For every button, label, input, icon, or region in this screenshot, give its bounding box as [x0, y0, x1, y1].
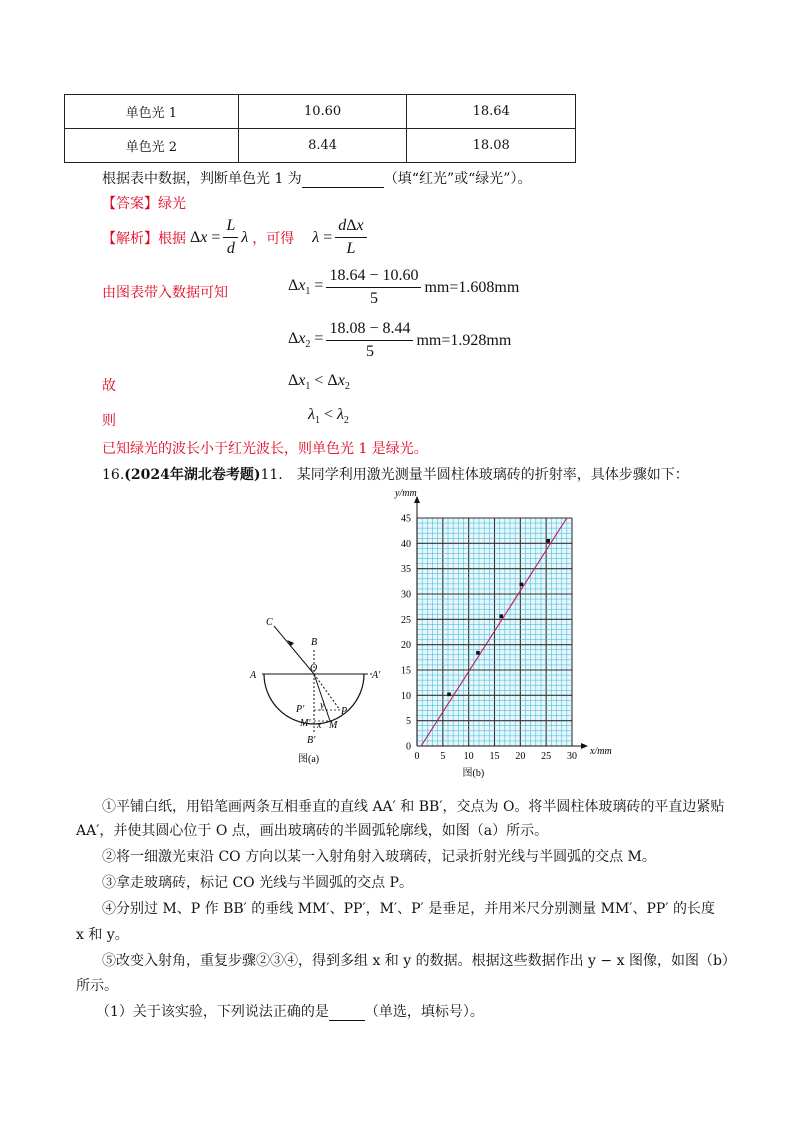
table-cell: 单色光 2	[65, 129, 239, 163]
data-point	[447, 693, 451, 697]
y-tick-label: 30	[401, 589, 411, 601]
table-row	[65, 129, 576, 163]
table-cell: 8.44	[238, 129, 407, 163]
label-m-prime: M′	[300, 718, 311, 729]
question-number: 16.	[102, 467, 125, 483]
y-axis-label: y/mm	[395, 488, 417, 499]
step-1: ①平铺白纸，用铅笔画两条互相垂直的直线 AA′ 和 BB′，交点为 O。将半圆柱体玻璃砖的平直边紧贴	[102, 799, 725, 815]
eq2-sub: 2	[305, 339, 311, 351]
ray-o-m	[314, 674, 330, 721]
label-c: C	[266, 617, 273, 628]
question-text: 根据表中数据，判断单色光 1 为	[102, 171, 302, 187]
caption-a: 图(a)	[298, 754, 320, 765]
x-tick-label: 15	[489, 751, 500, 762]
table-cell: 18.08	[407, 129, 576, 163]
label-x: x	[317, 720, 322, 731]
conclusion-text: 已知绿光的波长小于红光波长，则单色光 1 是绿光。	[102, 441, 428, 457]
answer-text: 绿光	[158, 196, 186, 212]
eq2-denominator: 5	[365, 343, 374, 360]
formula-frac-d-dx-l: $\frac{\text{dΔx}}{L}$	[335, 216, 366, 259]
data-point	[546, 539, 550, 543]
data-point	[520, 583, 524, 587]
ray-c-o	[274, 626, 314, 674]
sub-question-tail: （单选，填标号）。	[364, 1004, 484, 1020]
step-5: ⑤改变入射角，重复步骤②③④，得到多组 x 和 y 的数据。根据这些数据作出 y − x 图像，如图（b）	[102, 953, 736, 969]
substitute-text: 由图表带入数据可知	[102, 285, 228, 301]
label-a-prime: A′	[372, 670, 381, 681]
y-tick-label: 35	[401, 564, 411, 576]
label-o: O	[310, 663, 318, 674]
analysis-tag: 【解析】	[102, 230, 158, 247]
x-tick-label: 20	[515, 751, 526, 762]
data-point	[499, 614, 503, 618]
eq2-frac	[326, 319, 413, 362]
analysis-line	[102, 216, 370, 259]
analysis-lead: 根据	[158, 230, 186, 247]
label-b-prime: B′	[307, 735, 316, 746]
table-cell: 18.64	[407, 95, 576, 129]
y-tick-label: 40	[401, 538, 411, 550]
y-tick-label: 5	[406, 716, 411, 728]
eq1-frac	[326, 266, 421, 309]
answer-tag: 【答案】	[102, 196, 158, 212]
label-a: A	[250, 670, 257, 681]
step-4-cont: x 和 y。	[76, 927, 129, 943]
sub-question-blank	[329, 1004, 365, 1021]
label-b: B	[311, 637, 318, 648]
answer-blank	[302, 171, 384, 188]
equation-1: $\Delta x_1$ = $\frac{18.64 - 10.60}{5}$ mm=1.608mm	[288, 267, 520, 307]
data-point	[476, 651, 480, 655]
ray-o-p	[314, 674, 340, 710]
table-row	[65, 95, 576, 129]
figure-a	[240, 610, 390, 770]
x-tick-label: 5	[440, 751, 446, 762]
answer-line	[102, 193, 186, 213]
figure-b-chart	[375, 482, 620, 780]
x-tick-label: 10	[463, 751, 474, 762]
step-4: ④分别过 M、P 作 BB′ 的垂线 MM′、PP′，M′、P′ 是垂足，并用米尺分别测量 MM′、PP′ 的长度	[102, 901, 715, 917]
sub-question-1	[96, 1001, 484, 1021]
therefore-label: 故	[102, 378, 116, 394]
eq1-sub: 1	[305, 286, 311, 298]
y-tick-label: 0	[406, 741, 411, 753]
formula-lambda-eq: λ =	[312, 228, 333, 246]
label-p-prime: P′	[296, 704, 305, 715]
x-tick-label: 25	[541, 751, 552, 762]
y-tick-label: 45	[401, 513, 411, 525]
label-p: P	[341, 706, 348, 717]
y-tick-label: 10	[401, 690, 411, 702]
formula-delta-x: Δx =	[190, 228, 221, 246]
data-table	[64, 94, 576, 163]
formula-frac-l-d: $\frac{L}{d}$	[223, 216, 238, 259]
table-cell: 单色光 1	[65, 95, 239, 129]
label-y: y	[320, 700, 325, 711]
y-tick-label: 15	[401, 665, 411, 677]
y-tick-label: 25	[401, 614, 411, 626]
step-1-cont: AA′，并使其圆心位于 O 点，画出玻璃砖的半圆弧轮廓线，如图（a）所示。	[76, 823, 549, 839]
equation-2: $\Delta x_2$ = $\frac{18.08 - 8.44}{5}$ mm=1.928mm	[288, 320, 512, 360]
formula-lambda: λ	[241, 228, 249, 246]
eq1-denominator: 5	[369, 290, 378, 307]
eq2-result: mm=1.928mm	[416, 331, 512, 349]
chart-caption: 图(b)	[462, 768, 485, 779]
question-source: (2024年湖北卷考题)	[124, 467, 261, 483]
eq1-result: mm=1.608mm	[424, 278, 520, 296]
step-3: ③拿走玻璃砖，标记 CO 光线与半圆弧的交点 P。	[102, 875, 413, 891]
eq1-numerator: 18.64 − 10.60	[326, 266, 421, 288]
y-tick-label: 20	[401, 640, 411, 652]
question-tail: （填“红光”或“绿光”）。	[383, 171, 532, 187]
label-m: M	[329, 720, 338, 731]
sub-question-text: （1）关于该实验，下列说法正确的是	[96, 1004, 329, 1020]
x-axis-label: x/mm	[590, 746, 612, 757]
inequality-lambda: $\lambda_1 < \lambda_2$	[308, 406, 349, 427]
eq2-numerator: 18.08 − 8.44	[326, 319, 413, 341]
question-16-header	[102, 464, 689, 484]
inequality-dx: $\Delta x_1 < \Delta x_2$	[288, 372, 350, 393]
step-5-cont: 所示。	[76, 978, 118, 994]
x-tick-label: 0	[414, 751, 420, 762]
question-text-16: 11. 某同学利用激光测量半圆柱体玻璃砖的折射率，具体步骤如下：	[260, 467, 689, 483]
step-2: ②将一细激光束沿 CO 方向以某一入射角射入玻璃砖，记录折射光线与半圆弧的交点 M。	[102, 849, 656, 865]
then-label: 则	[102, 413, 116, 429]
analysis-mid: ，可得	[252, 230, 295, 247]
table-cell: 10.60	[238, 95, 407, 129]
question-line	[102, 168, 531, 188]
x-axis-arrow-icon	[581, 743, 588, 749]
x-tick-label: 30	[567, 751, 577, 762]
